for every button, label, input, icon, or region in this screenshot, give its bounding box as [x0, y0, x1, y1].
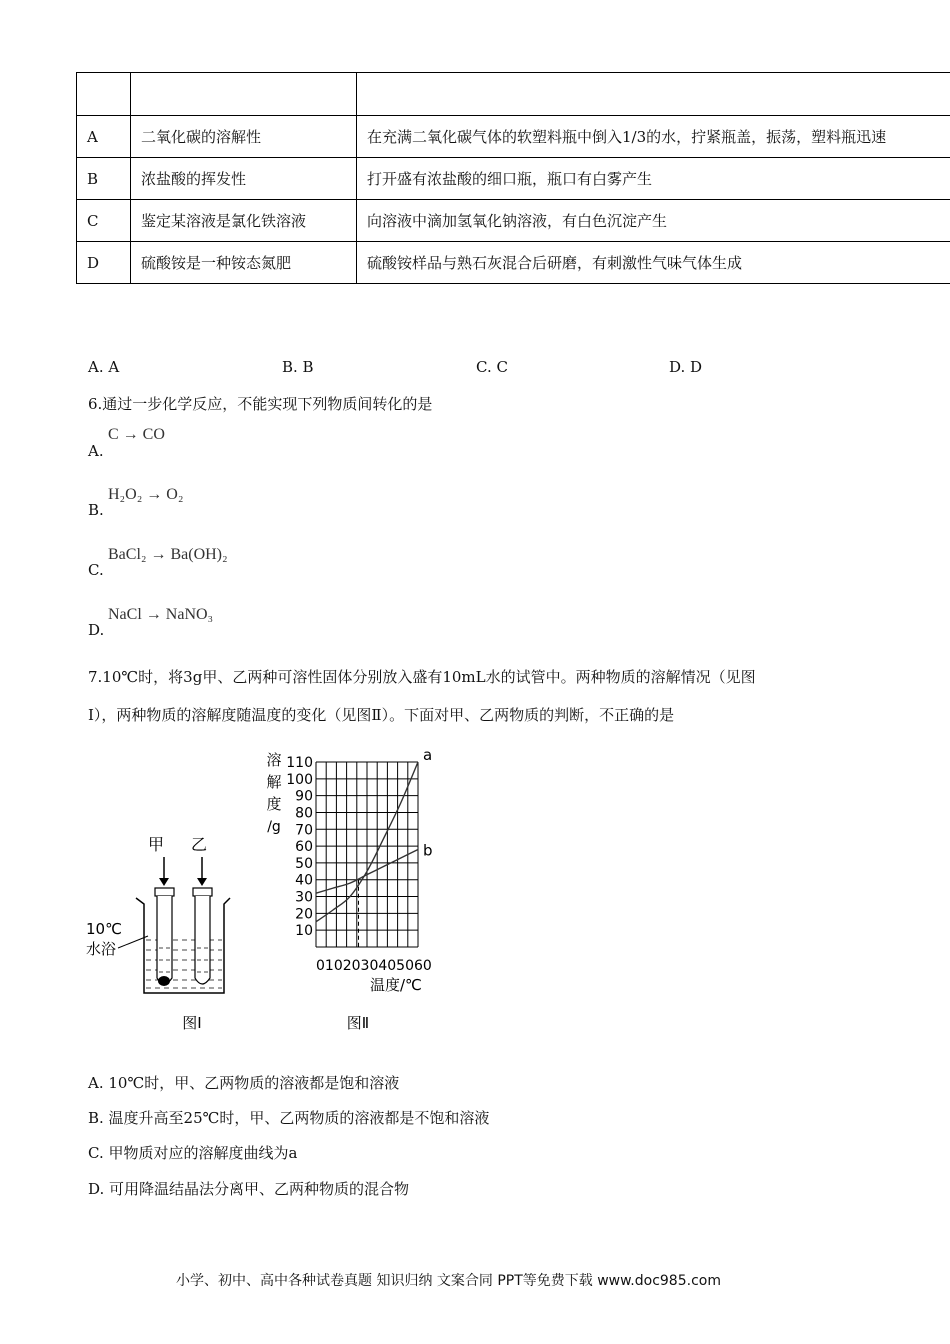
figure-1-caption: 图Ⅰ	[182, 1014, 202, 1032]
q7-option-d[interactable]: D. 可用降温结晶法分离甲、乙两种物质的混合物	[88, 1180, 410, 1198]
ylabel-char: 度	[266, 795, 282, 813]
q6-stem: 6.通过一步化学反应，不能实现下列物质间转化的是	[88, 395, 433, 413]
formula	[108, 486, 183, 504]
option-letter: A.	[88, 442, 104, 460]
beaker-icon	[136, 898, 230, 993]
formula-to: Ba(OH)₂	[170, 546, 228, 563]
q5-option-a[interactable]: A. A	[88, 358, 120, 376]
table-row	[77, 242, 950, 284]
formula-from: BaCl₂	[108, 546, 147, 563]
formula	[108, 546, 228, 564]
page-footer: 小学、初中、高中各种试卷真题 知识归纳 文案合同 PPT等免费下载 www.doc985.com	[176, 1273, 721, 1289]
arrow-down-icon	[197, 857, 207, 886]
chart-xlabel: 温度/℃	[370, 976, 422, 994]
chart-y-ticks	[286, 755, 313, 939]
q7-option-a[interactable]: A. 10℃时，甲、乙两物质的溶液都是饱和溶液	[88, 1074, 400, 1092]
bath-label-temp: 10℃	[86, 920, 122, 938]
row-experiment: 向溶液中滴加氢氧化钠溶液，有白色沉淀产生	[357, 200, 950, 242]
row-experiment: 在充满二氧化碳气体的软塑料瓶中倒入1/3的水，拧紧瓶盖，振荡，塑料瓶迅速	[357, 116, 950, 158]
y-tick-label: 30	[295, 889, 313, 906]
y-tick-label: 100	[286, 771, 313, 788]
arrow-icon: →	[146, 486, 163, 503]
row-label: D	[77, 242, 131, 284]
y-tick-label: 80	[295, 805, 313, 822]
chart-ylabel	[266, 751, 281, 835]
row-topic: 硫酸铵是一种铵态氮肥	[131, 242, 357, 284]
label-jia: 甲	[147, 835, 165, 854]
q5-option-c[interactable]: C. C	[476, 358, 508, 376]
chart-x-tick-labels: 0102030405060	[316, 958, 432, 974]
formula-to: NaNO₃	[165, 606, 214, 623]
y-tick-label: 20	[295, 906, 313, 923]
q6-option-a[interactable]	[88, 426, 288, 462]
row-label: C	[77, 200, 131, 242]
row-label: B	[77, 158, 131, 200]
table-row	[77, 158, 950, 200]
row-topic: 浓盐酸的挥发性	[131, 158, 357, 200]
formula-from: C	[108, 426, 119, 443]
y-tick-label: 90	[295, 788, 313, 805]
option-letter: D.	[88, 621, 105, 639]
formula-to: CO	[142, 426, 165, 443]
y-tick-label: 60	[295, 839, 313, 856]
table-row	[77, 116, 950, 158]
ylabel-char: 溶	[266, 751, 282, 769]
q5-option-d[interactable]: D. D	[669, 358, 703, 376]
y-tick-label: 70	[295, 822, 313, 839]
arrow-down-icon	[159, 857, 169, 886]
test-tube-icon	[193, 888, 212, 984]
y-tick-label: 40	[295, 872, 313, 889]
formula-from: H₂O₂	[108, 486, 143, 503]
table-header-row	[77, 73, 950, 116]
table-cell	[357, 73, 950, 116]
row-topic: 鉴定某溶液是氯化铁溶液	[131, 200, 357, 242]
formula-from: NaCl	[108, 606, 142, 623]
row-experiment: 打开盛有浓盐酸的细口瓶，瓶口有白雾产生	[357, 158, 950, 200]
option-letter: C.	[88, 561, 104, 579]
q7-stem-line1: 7.10℃时，将3g甲、乙两种可溶性固体分别放入盛有10mL水的试管中。两种物质的溶解情况（见图	[88, 668, 756, 686]
row-experiment: 硫酸铵样品与熟石灰混合后研磨，有刺激性气味气体生成	[357, 242, 950, 284]
table-cell	[77, 73, 131, 116]
q6-option-c[interactable]	[88, 546, 328, 582]
q7-stem-line2: I），两种物质的溶解度随温度的变化（见图Ⅱ）。下面对甲、乙两物质的判断，不正确的是	[88, 706, 675, 724]
ylabel-char: 解	[266, 773, 282, 791]
row-topic: 二氧化碳的溶解性	[131, 116, 357, 158]
table-cell	[131, 73, 357, 116]
formula	[108, 426, 165, 444]
y-tick-label: 110	[286, 755, 313, 771]
chart-grid	[316, 762, 418, 947]
figure-1-beaker	[84, 830, 244, 1040]
ylabel-char: /g	[267, 819, 281, 835]
label-yi: 乙	[190, 835, 208, 854]
q5-option-b[interactable]: B. B	[282, 358, 314, 376]
figure-2-caption: 图Ⅱ	[346, 1014, 370, 1032]
series-label-b: b	[423, 841, 433, 860]
formula	[108, 606, 213, 624]
q6-option-d[interactable]	[88, 606, 328, 642]
experiment-table	[76, 72, 950, 284]
table-row	[77, 200, 950, 242]
test-tube-icon	[155, 888, 174, 986]
y-tick-label: 50	[295, 855, 313, 872]
precipitate-icon	[158, 976, 170, 986]
solubility-chart	[258, 745, 458, 1045]
option-letter: B.	[88, 501, 104, 519]
formula-to: O₂	[166, 486, 184, 503]
q6-option-b[interactable]	[88, 486, 308, 522]
y-tick-label: 10	[295, 923, 313, 940]
q7-option-c[interactable]: C. 甲物质对应的溶解度曲线为a	[88, 1144, 298, 1162]
arrow-icon: →	[150, 546, 167, 563]
row-label: A	[77, 116, 131, 158]
bath-label-water: 水浴	[86, 940, 117, 958]
q7-option-b[interactable]: B. 温度升高至25℃时，甲、乙两物质的溶液都是不饱和溶液	[88, 1109, 490, 1127]
series-label-a: a	[423, 746, 433, 764]
arrow-icon: →	[145, 606, 162, 623]
arrow-icon: →	[122, 426, 139, 443]
